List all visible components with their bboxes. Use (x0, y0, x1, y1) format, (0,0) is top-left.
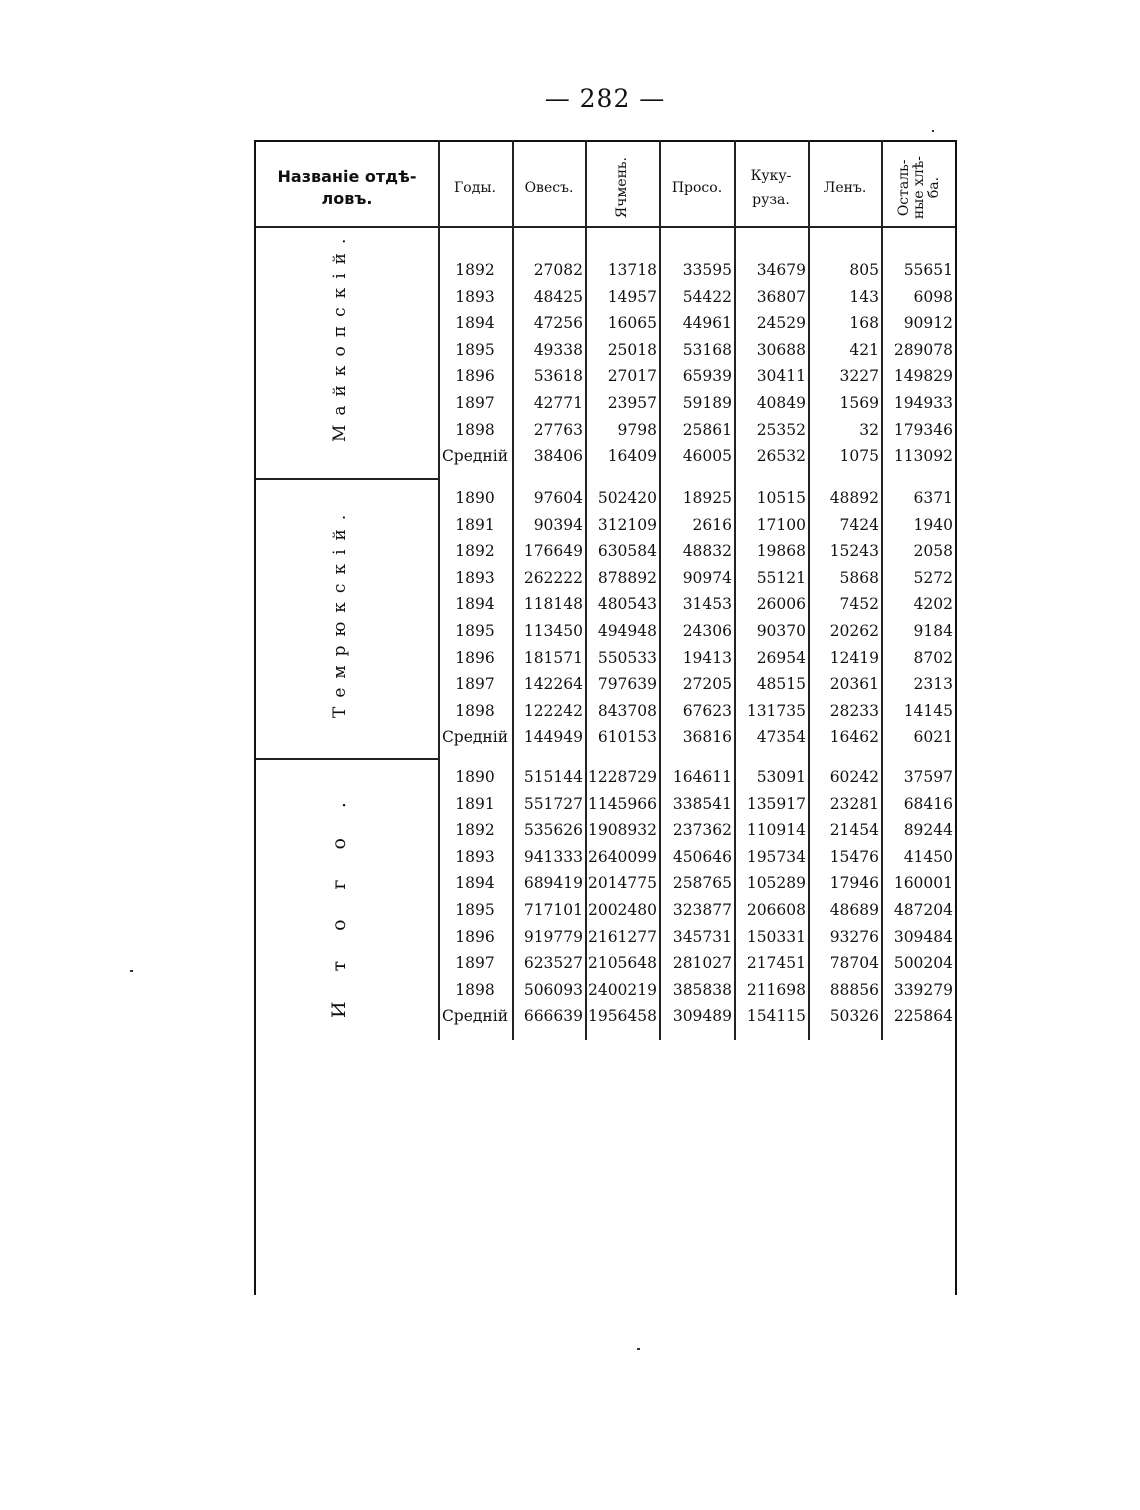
cell-year: 1897 (455, 394, 495, 412)
cell-oats: 47256 (533, 314, 583, 333)
cell-millet: 237362 (672, 821, 732, 840)
cell-corn: 53091 (756, 768, 806, 786)
cell-flax: 20361 (829, 675, 879, 694)
cell-barley: 494948 (597, 622, 657, 640)
cell-other: 289078 (893, 340, 953, 359)
cell-oats: 176649 (523, 542, 583, 561)
cell-year: Средній (441, 728, 509, 747)
cell-flax: 17946 (829, 874, 879, 893)
cell-corn: 90370 (756, 622, 806, 640)
cell-flax: 48892 (829, 489, 879, 507)
cell-corn: 26532 (756, 447, 806, 466)
cell-year: 1896 (455, 927, 495, 946)
cell-barley: 797639 (597, 675, 657, 694)
cell-millet: 323877 (672, 901, 732, 919)
cell-corn: 154115 (746, 1007, 806, 1026)
cell-other: 68416 (903, 794, 953, 813)
cell-corn: 55121 (756, 568, 806, 587)
cell-other: 225864 (893, 1007, 953, 1026)
cell-corn: 195734 (746, 847, 806, 866)
cell-oats: 262222 (523, 568, 583, 587)
header-flax: Ленъ. (823, 180, 867, 196)
cell-corn: 150331 (746, 927, 806, 946)
cell-barley: 312109 (597, 515, 657, 534)
cell-other: 339279 (893, 980, 953, 999)
cell-barley: 878892 (597, 568, 657, 587)
cell-flax: 15243 (829, 542, 879, 561)
cell-other: 41450 (903, 847, 953, 866)
cell-corn: 48515 (756, 675, 806, 694)
cell-millet: 31453 (682, 595, 732, 614)
cell-other: 9184 (913, 622, 953, 640)
cell-year: 1896 (455, 367, 495, 386)
cell-year: 1892 (455, 261, 495, 279)
cell-flax: 32 (859, 420, 879, 439)
cell-corn: 34679 (756, 261, 806, 279)
cell-flax: 5868 (839, 568, 879, 587)
cell-millet: 281027 (672, 954, 732, 973)
cell-flax: 168 (849, 314, 879, 333)
cell-corn: 47354 (756, 728, 806, 747)
cell-other: 179346 (893, 420, 953, 439)
cell-year: 1892 (455, 821, 495, 840)
cell-year: 1894 (455, 595, 495, 614)
cell-other: 5272 (913, 568, 953, 587)
cell-millet: 309489 (672, 1007, 732, 1026)
cell-corn: 206608 (746, 901, 806, 919)
cell-millet: 258765 (672, 874, 732, 893)
cell-oats: 42771 (533, 394, 583, 412)
cell-barley: 25018 (607, 340, 657, 359)
cell-barley: 480543 (597, 595, 657, 614)
cell-oats: 48425 (533, 287, 583, 306)
cell-flax: 21454 (829, 821, 879, 840)
cell-flax: 48689 (829, 901, 879, 919)
cell-flax: 50326 (829, 1007, 879, 1026)
cell-year: 1892 (455, 542, 495, 561)
cell-millet: 46005 (682, 447, 732, 466)
cell-barley: 2105648 (587, 954, 657, 973)
cell-millet: 36816 (682, 728, 732, 747)
cell-millet: 44961 (682, 314, 732, 333)
cell-millet: 54422 (682, 287, 732, 306)
cell-flax: 421 (849, 340, 879, 359)
cell-flax: 88856 (829, 980, 879, 999)
cell-year: 1898 (455, 980, 495, 999)
cell-flax: 7452 (839, 595, 879, 614)
cell-other: 8702 (913, 648, 953, 667)
cell-year: Средній (441, 447, 509, 466)
cell-other: 2058 (913, 542, 953, 561)
cell-flax: 1075 (839, 447, 879, 466)
cell-millet: 24306 (682, 622, 732, 640)
cell-millet: 27205 (682, 675, 732, 694)
cell-flax: 1569 (839, 394, 879, 412)
cell-millet: 25861 (682, 420, 732, 439)
cell-oats: 941333 (523, 847, 583, 866)
cell-year: 1895 (455, 901, 495, 919)
section-divider (256, 758, 438, 760)
cell-oats: 53618 (533, 367, 583, 386)
cell-oats: 27763 (533, 420, 583, 439)
cell-oats: 181571 (523, 648, 583, 667)
cell-flax: 28233 (829, 701, 879, 720)
cell-other: 89244 (903, 821, 953, 840)
cell-oats: 118148 (523, 595, 583, 614)
cell-barley: 1956458 (587, 1007, 657, 1026)
header-other: Осталь- ные хлѣ- ба. (895, 156, 942, 220)
cell-corn: 30411 (756, 367, 806, 386)
cell-barley: 550533 (597, 648, 657, 667)
cell-year: 1890 (455, 489, 495, 507)
cell-year: 1895 (455, 340, 495, 359)
cell-millet: 164611 (672, 768, 732, 786)
header-years: Годы. (454, 180, 496, 196)
cell-millet: 90974 (682, 568, 732, 587)
cell-other: 6098 (913, 287, 953, 306)
cell-oats: 144949 (523, 728, 583, 747)
cell-corn: 110914 (746, 821, 806, 840)
cell-oats: 515144 (523, 768, 583, 786)
cell-year: 1894 (455, 314, 495, 333)
cell-other: 55651 (903, 261, 953, 279)
cell-barley: 610153 (597, 728, 657, 747)
print-mark (637, 1348, 640, 1350)
cell-other: 6021 (913, 728, 953, 747)
cell-other: 487204 (893, 901, 953, 919)
print-mark (130, 970, 133, 972)
cell-barley: 16409 (607, 447, 657, 466)
cell-other: 37597 (903, 768, 953, 786)
cell-flax: 15476 (829, 847, 879, 866)
cell-millet: 48832 (682, 542, 732, 561)
cell-barley: 630584 (597, 542, 657, 561)
header-corn: Куку- руза. (750, 168, 792, 208)
cell-oats: 666639 (523, 1007, 583, 1026)
cell-corn: 26954 (756, 648, 806, 667)
cell-millet: 385838 (672, 980, 732, 999)
cell-corn: 10515 (756, 489, 806, 507)
cell-barley: 2014775 (587, 874, 657, 893)
cell-oats: 122242 (523, 701, 583, 720)
cell-corn: 131735 (746, 701, 806, 720)
cell-flax: 23281 (829, 794, 879, 813)
cell-barley: 1145966 (587, 794, 657, 813)
cell-flax: 7424 (839, 515, 879, 534)
cell-corn: 211698 (746, 980, 806, 999)
header-name: Названіе отдѣ- ловъ. (277, 167, 417, 208)
cell-oats: 27082 (533, 261, 583, 279)
cell-flax: 78704 (829, 954, 879, 973)
cell-millet: 18925 (682, 489, 732, 507)
print-mark (932, 130, 934, 132)
cell-year: 1894 (455, 874, 495, 893)
cell-corn: 105289 (746, 874, 806, 893)
cell-other: 160001 (893, 874, 953, 893)
cell-corn: 40849 (756, 394, 806, 412)
cell-other: 149829 (893, 367, 953, 386)
cell-barley: 1228729 (587, 768, 657, 786)
cell-other: 90912 (903, 314, 953, 333)
cell-year: 1897 (455, 675, 495, 694)
cell-year: 1895 (455, 622, 495, 640)
header-millet: Просо. (671, 180, 723, 196)
cell-corn: 30688 (756, 340, 806, 359)
cell-oats: 689419 (523, 874, 583, 893)
cell-oats: 535626 (523, 821, 583, 840)
cell-corn: 135917 (746, 794, 806, 813)
cell-oats: 49338 (533, 340, 583, 359)
cell-oats: 551727 (523, 794, 583, 813)
cell-oats: 717101 (523, 901, 583, 919)
cell-barley: 27017 (607, 367, 657, 386)
cell-other: 6371 (913, 489, 953, 507)
section-divider (256, 478, 438, 480)
cell-millet: 67623 (682, 701, 732, 720)
page-number: — 282 — (544, 84, 666, 113)
cell-corn: 24529 (756, 314, 806, 333)
cell-other: 194933 (893, 394, 953, 412)
district-name-maykop: Майкопскій. (330, 229, 350, 442)
cell-barley: 2002480 (587, 901, 657, 919)
cell-corn: 25352 (756, 420, 806, 439)
cell-barley: 16065 (607, 314, 657, 333)
cell-corn: 17100 (756, 515, 806, 534)
cell-other: 113092 (893, 447, 953, 466)
cell-year: 1898 (455, 420, 495, 439)
cell-year: 1896 (455, 648, 495, 667)
cell-flax: 805 (849, 261, 879, 279)
header-barley: Ячмень. (614, 157, 630, 219)
cell-other: 1940 (913, 515, 953, 534)
cell-millet: 33595 (682, 261, 732, 279)
cell-other: 4202 (913, 595, 953, 614)
cell-barley: 1908932 (587, 821, 657, 840)
cell-other: 309484 (893, 927, 953, 946)
cell-barley: 9798 (617, 420, 657, 439)
cell-flax: 93276 (829, 927, 879, 946)
cell-oats: 113450 (523, 622, 583, 640)
cell-millet: 2616 (692, 515, 732, 534)
cell-oats: 919779 (523, 927, 583, 946)
cell-millet: 19413 (682, 648, 732, 667)
cell-millet: 65939 (682, 367, 732, 386)
cell-oats: 623527 (523, 954, 583, 973)
cell-flax: 12419 (829, 648, 879, 667)
cell-corn: 19868 (756, 542, 806, 561)
district-name-total: Итого. (328, 772, 350, 1018)
district-name-temryuk: Темрюкскій. (330, 505, 350, 718)
cell-year: 1891 (455, 515, 495, 534)
cell-year: 1893 (455, 287, 495, 306)
cell-barley: 13718 (607, 261, 657, 279)
cell-year: 1891 (455, 794, 495, 813)
cell-flax: 20262 (829, 622, 879, 640)
cell-flax: 60242 (829, 768, 879, 786)
cell-flax: 3227 (839, 367, 879, 386)
cell-year: 1898 (455, 701, 495, 720)
header-oats: Овесъ. (524, 180, 574, 196)
cell-oats: 142264 (523, 675, 583, 694)
cell-flax: 143 (849, 287, 879, 306)
cell-year: Средній (441, 1007, 509, 1026)
cell-year: 1890 (455, 768, 495, 786)
cell-other: 2313 (913, 675, 953, 694)
cell-oats: 90394 (533, 515, 583, 534)
cell-other: 500204 (893, 954, 953, 973)
cell-barley: 23957 (607, 394, 657, 412)
cell-other: 14145 (903, 701, 953, 720)
cell-barley: 2161277 (587, 927, 657, 946)
cell-millet: 345731 (672, 927, 732, 946)
cell-millet: 450646 (672, 847, 732, 866)
cell-millet: 53168 (682, 340, 732, 359)
cell-flax: 16462 (829, 728, 879, 747)
cell-barley: 2400219 (587, 980, 657, 999)
cell-oats: 97604 (533, 489, 583, 507)
cell-barley: 502420 (597, 489, 657, 507)
cell-millet: 338541 (672, 794, 732, 813)
cell-barley: 2640099 (587, 847, 657, 866)
cell-oats: 38406 (533, 447, 583, 466)
cell-millet: 59189 (682, 394, 732, 412)
cell-barley: 14957 (607, 287, 657, 306)
cell-barley: 843708 (597, 701, 657, 720)
cell-year: 1897 (455, 954, 495, 973)
cell-corn: 26006 (756, 595, 806, 614)
cell-year: 1893 (455, 847, 495, 866)
cell-oats: 506093 (523, 980, 583, 999)
cell-year: 1893 (455, 568, 495, 587)
cell-corn: 36807 (756, 287, 806, 306)
cell-corn: 217451 (746, 954, 806, 973)
